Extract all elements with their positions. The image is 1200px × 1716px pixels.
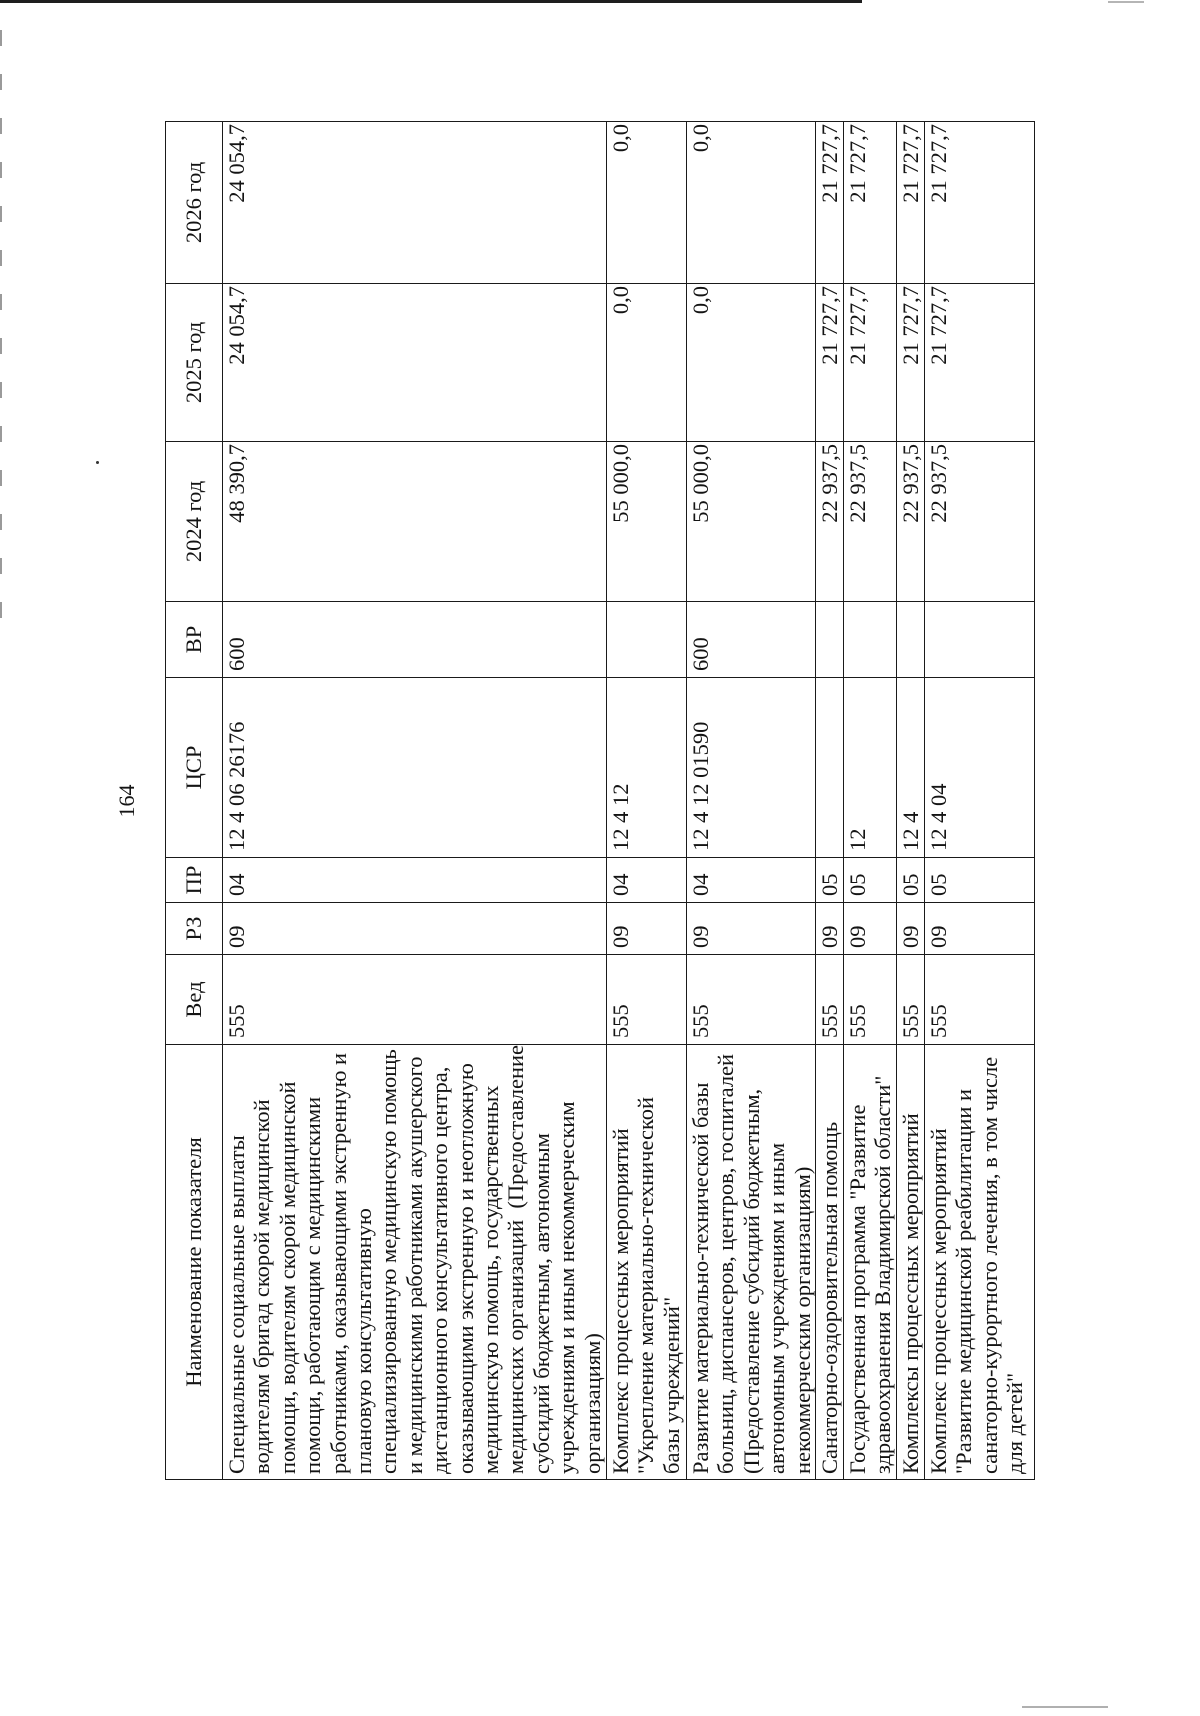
vr-cell	[607, 602, 687, 678]
header-2024: 2024 год	[166, 442, 223, 602]
value-2024-cell: 22 937,5	[816, 442, 844, 602]
header-rz: РЗ	[166, 903, 223, 955]
header-row	[166, 122, 223, 1480]
value-2026-cell: 21 727,7	[924, 122, 1034, 284]
vr-cell	[844, 602, 897, 678]
pr-cell: 04	[687, 858, 816, 903]
rz-cell: 09	[607, 903, 687, 955]
value-2025-cell: 21 727,7	[896, 284, 924, 442]
value-2026-cell: 21 727,7	[896, 122, 924, 284]
vr-cell	[924, 602, 1034, 678]
value-2026-cell: 0,0	[607, 122, 687, 284]
rz-cell: 09	[844, 903, 897, 955]
ved-cell: 555	[896, 955, 924, 1045]
value-2024-cell: 22 937,5	[896, 442, 924, 602]
csr-cell: 12	[844, 678, 897, 858]
csr-cell: 12 4 06 26176	[223, 678, 607, 858]
table-row	[223, 122, 607, 1480]
page-number: 164	[114, 784, 139, 818]
indicator-name-cell: Комплекс процессных мероприятий "Развитие медицинской реабилитации и санаторно-курортного лечения, в том числе для детей"	[924, 1045, 1034, 1480]
value-2026-cell: 21 727,7	[816, 122, 844, 284]
value-2025-cell: 21 727,7	[816, 284, 844, 442]
indicator-name-cell: Комплексы процессных мероприятий	[896, 1045, 924, 1480]
value-2026-cell: 0,0	[687, 122, 816, 284]
table-row	[816, 122, 844, 1480]
ved-cell: 555	[844, 955, 897, 1045]
indicator-name-cell: Комплекс процессных мероприятий "Укрепление материально-технической базы учреждений"	[607, 1045, 687, 1480]
scan-dot	[96, 461, 99, 464]
value-2024-cell: 22 937,5	[844, 442, 897, 602]
value-2024-cell: 22 937,5	[924, 442, 1034, 602]
table-row	[687, 122, 816, 1480]
table-row	[924, 122, 1034, 1480]
value-2026-cell: 24 054,7	[223, 122, 607, 284]
value-2025-cell: 0,0	[687, 284, 816, 442]
header-2025: 2025 год	[166, 284, 223, 442]
pr-cell: 05	[816, 858, 844, 903]
pr-cell: 05	[924, 858, 1034, 903]
rz-cell: 09	[816, 903, 844, 955]
value-2025-cell: 0,0	[607, 284, 687, 442]
scan-left-edge	[0, 30, 2, 640]
indicator-name-cell: Специальные социальные выплаты водителям бригад скорой медицинской помощи, водителям скорой медицинской помощи, работающим с медицинскими работниками, оказывающими экстренную и плановую консультативную специализированную медицинскую помощь и медицинскими работниками акушерского дистанционного консультативного центра, оказывающими экстренную и неотложную медицинскую помощь, государственных медицинских организаций (Предоставление субсидий бюджетным, автономным учреждениям и иным некоммерческим организациям)	[223, 1045, 607, 1480]
header-ved: Вед	[166, 955, 223, 1045]
budget-table	[165, 121, 1035, 1480]
header-name: Наименование показателя	[166, 1045, 223, 1480]
value-2024-cell: 48 390,7	[223, 442, 607, 602]
ved-cell: 555	[607, 955, 687, 1045]
rz-cell: 09	[687, 903, 816, 955]
header-vr: ВР	[166, 602, 223, 678]
rz-cell: 09	[896, 903, 924, 955]
pr-cell: 04	[607, 858, 687, 903]
table-row	[896, 122, 924, 1480]
value-2025-cell: 21 727,7	[924, 284, 1034, 442]
rz-cell: 09	[924, 903, 1034, 955]
vr-cell	[816, 602, 844, 678]
ved-cell: 555	[816, 955, 844, 1045]
pr-cell: 04	[223, 858, 607, 903]
ved-cell: 555	[924, 955, 1034, 1045]
ved-cell: 555	[687, 955, 816, 1045]
csr-cell: 12 4	[896, 678, 924, 858]
scan-mark	[1022, 1706, 1108, 1708]
value-2024-cell: 55 000,0	[687, 442, 816, 602]
value-2025-cell: 24 054,7	[223, 284, 607, 442]
table-row	[607, 122, 687, 1480]
rotated-sheet	[100, 122, 1035, 1480]
csr-cell: 12 4 12	[607, 678, 687, 858]
value-2024-cell: 55 000,0	[607, 442, 687, 602]
value-2026-cell: 21 727,7	[844, 122, 897, 284]
indicator-name-cell: Развитие материально-технической базы больниц, диспансеров, центров, госпиталей (Предоставление субсидий бюджетным, автономным учреждениям и иным некоммерческим организациям)	[687, 1045, 816, 1480]
header-pr: ПР	[166, 858, 223, 903]
table-row	[844, 122, 897, 1480]
scan-edge-line	[0, 0, 862, 3]
indicator-name-cell: Государственная программа "Развитие здравоохранения Владимирской области"	[844, 1045, 897, 1480]
rz-cell: 09	[223, 903, 607, 955]
header-csr: ЦСР	[166, 678, 223, 858]
csr-cell	[816, 678, 844, 858]
vr-cell	[896, 602, 924, 678]
indicator-name-cell: Санаторно-оздоровительная помощь	[816, 1045, 844, 1480]
vr-cell: 600	[687, 602, 816, 678]
pr-cell: 05	[896, 858, 924, 903]
pr-cell: 05	[844, 858, 897, 903]
csr-cell: 12 4 12 01590	[687, 678, 816, 858]
header-2026: 2026 год	[166, 122, 223, 284]
ved-cell: 555	[223, 955, 607, 1045]
value-2025-cell: 21 727,7	[844, 284, 897, 442]
csr-cell: 12 4 04	[924, 678, 1034, 858]
vr-cell: 600	[223, 602, 607, 678]
scan-mark	[1108, 1, 1144, 3]
